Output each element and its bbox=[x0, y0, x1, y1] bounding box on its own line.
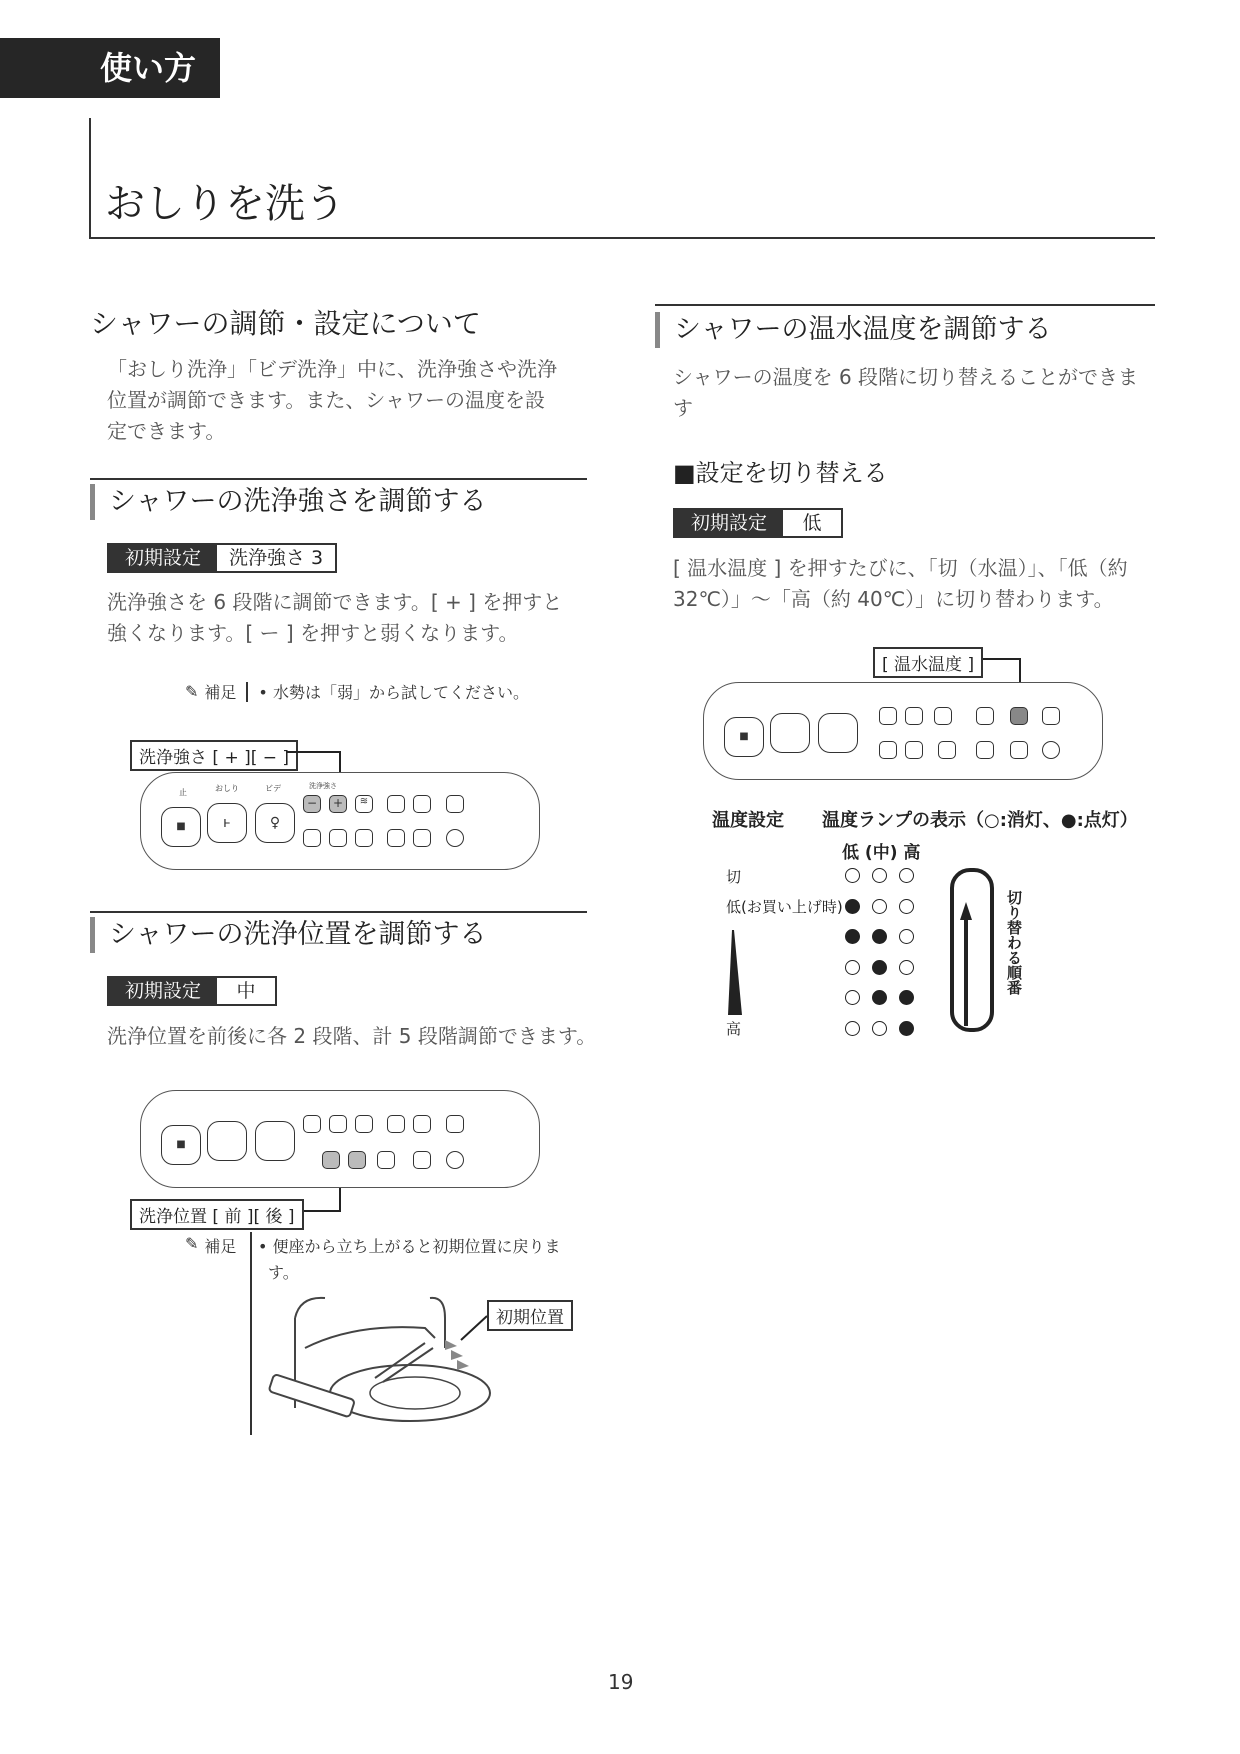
stop-button[interactable]: ■ bbox=[724, 717, 764, 757]
page-title: おしりを洗う bbox=[105, 181, 345, 227]
temp-heading: シャワーの温水温度を調節する bbox=[655, 312, 1051, 348]
saving-button[interactable] bbox=[446, 1115, 464, 1133]
lamp-off bbox=[872, 868, 887, 883]
initial-key: 初期設定 bbox=[109, 545, 217, 571]
oshiri-button[interactable] bbox=[770, 713, 810, 753]
strength-heading: シャワーの洗浄強さを調節する bbox=[90, 484, 486, 520]
strength-callout: 洗浄強さ [ + ][ − ] bbox=[130, 740, 298, 771]
lamp-on bbox=[872, 929, 887, 944]
lamp-off bbox=[899, 960, 914, 975]
seat-temp-button[interactable] bbox=[976, 707, 994, 725]
dry-button[interactable]: ≋ bbox=[355, 795, 373, 813]
section-tab: 使い方 bbox=[0, 38, 220, 98]
nozzle-button[interactable] bbox=[413, 829, 431, 847]
stop-button[interactable]: ■ bbox=[161, 807, 201, 847]
order-label: 切り替わる順番 bbox=[1005, 890, 1023, 995]
lamp-on bbox=[899, 1021, 914, 1036]
strength-plus-button[interactable]: + bbox=[329, 795, 347, 813]
oshiri-button[interactable] bbox=[207, 1121, 247, 1161]
bidet-button[interactable]: ♀ bbox=[255, 803, 295, 843]
position-hosoku-text: • 便座から立ち上がると初期位置に戻りま す。 bbox=[258, 1237, 561, 1282]
dry-button[interactable] bbox=[934, 707, 952, 725]
lamp-on bbox=[899, 990, 914, 1005]
back-button[interactable] bbox=[329, 829, 347, 847]
turbo-button[interactable] bbox=[377, 1151, 395, 1169]
strength-minus-button[interactable]: − bbox=[303, 795, 321, 813]
oshiri-button[interactable]: ⱶ bbox=[207, 803, 247, 843]
temp-row-label-high: 高 bbox=[726, 1020, 742, 1038]
initial-key: 初期設定 bbox=[109, 978, 217, 1004]
position-hosoku: ✎ 補足 bbox=[185, 1234, 237, 1256]
power-button[interactable] bbox=[446, 1151, 464, 1169]
initial-value: 中 bbox=[236, 980, 256, 1002]
temp-topline bbox=[655, 304, 1155, 306]
temp-row-label-low: 低(お買い上げ時) bbox=[726, 898, 843, 916]
lamp-on bbox=[845, 929, 860, 944]
saving-button[interactable] bbox=[1042, 707, 1060, 725]
turbo-button[interactable] bbox=[355, 829, 373, 847]
lamp-row bbox=[845, 960, 914, 975]
nozzle-button[interactable] bbox=[1010, 741, 1028, 759]
toilet-illustration bbox=[265, 1288, 515, 1436]
position-initial-setting bbox=[107, 976, 277, 1006]
initial-value: 低 bbox=[802, 512, 822, 534]
lamp-row bbox=[845, 929, 914, 944]
lamp-off bbox=[899, 868, 914, 883]
dry-button[interactable] bbox=[355, 1115, 373, 1133]
strength-minus-button[interactable] bbox=[303, 1115, 321, 1133]
lamp-on bbox=[872, 990, 887, 1005]
initial-value: 洗浄強さ 3 bbox=[229, 547, 324, 569]
page-number: 19 bbox=[608, 1670, 634, 1694]
pencil-icon: ✎ bbox=[185, 1234, 199, 1253]
bidet-button[interactable] bbox=[818, 713, 858, 753]
bidet-button[interactable] bbox=[255, 1121, 295, 1161]
lamp-off bbox=[845, 960, 860, 975]
lamp-off bbox=[845, 868, 860, 883]
pencil-icon: ✎ bbox=[185, 682, 199, 701]
initial-key: 初期設定 bbox=[675, 510, 783, 536]
temp-subheading: ■設定を切り替える bbox=[673, 459, 888, 487]
position-text: 洗浄位置を前後に各 2 段階、計 5 段階調節できます。 bbox=[107, 1024, 597, 1048]
intro-heading: シャワーの調節・設定について bbox=[90, 307, 481, 340]
position-callout: 洗浄位置 [ 前 ][ 後 ] bbox=[130, 1199, 304, 1230]
strength-text: 洗浄強さを 6 段階に調節できます。[ + ] を押すと 強くなります。[ ー ] を押すと弱くなります。 bbox=[107, 590, 563, 645]
control-panel-position bbox=[140, 1090, 540, 1188]
power-button[interactable] bbox=[1042, 741, 1060, 759]
temp-callout: [ 温水温度 ] bbox=[873, 647, 983, 678]
strength-minus-button[interactable] bbox=[879, 707, 897, 725]
temp-text: シャワーの温度を 6 段階に切り替えることができま す bbox=[673, 365, 1139, 420]
lamp-off bbox=[872, 1021, 887, 1036]
back-button[interactable] bbox=[348, 1151, 366, 1169]
strength-plus-button[interactable] bbox=[905, 707, 923, 725]
position-topline bbox=[90, 911, 587, 913]
lamp-header: 低 (中) 高 bbox=[842, 843, 921, 863]
gradient-wedge bbox=[728, 930, 748, 1015]
lamp-off bbox=[845, 990, 860, 1005]
lamp-row bbox=[845, 1021, 914, 1036]
timer-button[interactable] bbox=[413, 1151, 431, 1169]
power-button[interactable] bbox=[446, 829, 464, 847]
strength-hosoku: ✎ 補足 • 水勢は「弱」から試してください。 bbox=[185, 682, 529, 702]
control-panel-temp bbox=[703, 682, 1103, 780]
water-temp-button[interactable] bbox=[413, 1115, 431, 1133]
seat-temp-button[interactable] bbox=[387, 1115, 405, 1133]
strength-plus-button[interactable] bbox=[329, 1115, 347, 1133]
front-button[interactable] bbox=[303, 829, 321, 847]
saving-button[interactable] bbox=[446, 795, 464, 813]
water-temp-button[interactable] bbox=[1010, 707, 1028, 725]
lamp-off bbox=[845, 1021, 860, 1036]
stop-button[interactable]: ■ bbox=[161, 1125, 201, 1165]
cycle-arrow bbox=[948, 866, 998, 1036]
lamp-off bbox=[872, 899, 887, 914]
lamp-on bbox=[845, 899, 860, 914]
water-temp-button[interactable] bbox=[413, 795, 431, 813]
timer-button[interactable] bbox=[387, 829, 405, 847]
temp-desc: [ 温水温度 ] を押すたびに、「切（水温）」、「低（約 32℃）」〜「高（約 40℃）」に切り替わります。 bbox=[673, 556, 1128, 611]
intro-text: 「おしり洗浄」「ビデ洗浄」中に、洗浄強さや洗浄 位置が調節できます。また、シャワーの温度を設 定できます。 bbox=[107, 357, 557, 443]
lamp-row bbox=[845, 899, 914, 914]
control-panel-strength: 止 ■ おしり ⱶ ビデ ♀ 洗浄強さ − + ≋ bbox=[140, 772, 540, 870]
turbo-button[interactable] bbox=[938, 741, 956, 759]
temp-table-col2: 温度ランプの表示（○:消灯、●:点灯） bbox=[822, 810, 1138, 831]
temp-table-col1: 温度設定 bbox=[712, 810, 784, 831]
lamp-on bbox=[872, 960, 887, 975]
seat-temp-button[interactable] bbox=[387, 795, 405, 813]
front-button[interactable] bbox=[322, 1151, 340, 1169]
lamp-off bbox=[899, 899, 914, 914]
initial-position-label: 初期位置 bbox=[487, 1300, 573, 1331]
temp-row-label-off: 切 bbox=[726, 868, 742, 886]
lamp-grid bbox=[845, 868, 914, 1051]
timer-button[interactable] bbox=[976, 741, 994, 759]
lamp-row bbox=[845, 868, 914, 883]
position-heading: シャワーの洗浄位置を調節する bbox=[90, 917, 486, 953]
temp-initial-setting bbox=[673, 508, 843, 538]
lamp-row bbox=[845, 990, 914, 1005]
front-button[interactable] bbox=[879, 741, 897, 759]
back-button[interactable] bbox=[905, 741, 923, 759]
lamp-off bbox=[899, 929, 914, 944]
